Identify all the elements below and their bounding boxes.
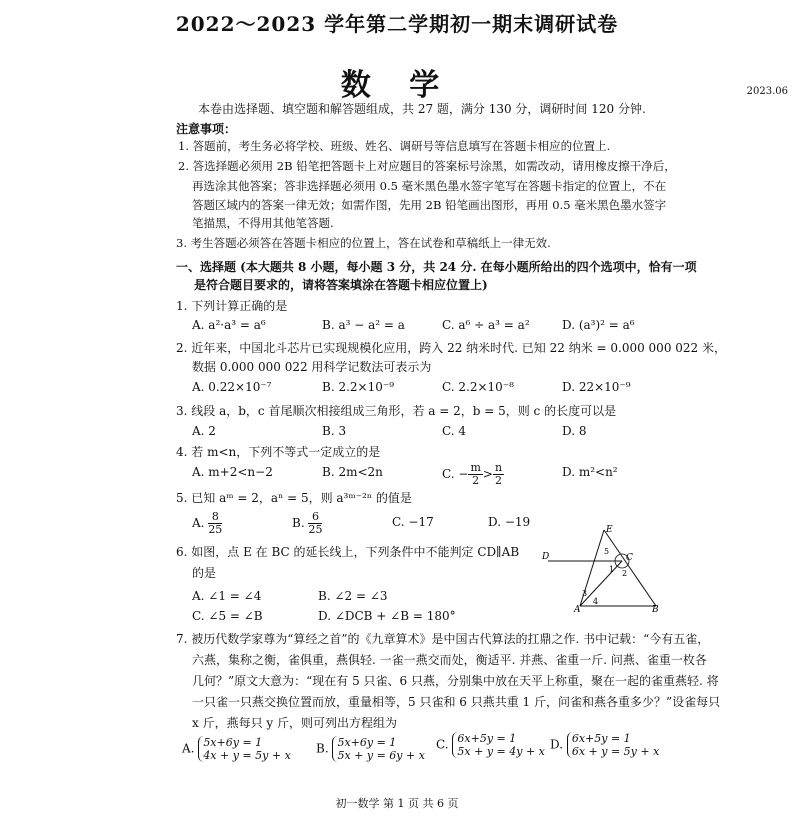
exam-intro: 本卷由选择题、填空题和解答题组成，共 27 题，满分 130 分，调研时间 120 分钟. bbox=[198, 102, 646, 116]
q2-option-c: C. 2.2×10⁻⁸ bbox=[442, 380, 514, 394]
q3-option-b: B. 3 bbox=[322, 424, 347, 438]
subject-title: 数 学 bbox=[340, 68, 454, 103]
question-6-stem: 的是 bbox=[192, 566, 217, 580]
label-angle-1: 1 bbox=[609, 565, 615, 574]
question-4-stem: 4. 若 m<n，下列不等式一定成立的是 bbox=[176, 445, 381, 459]
note-line: 再选涂其他答案；答非选择题必须用 0.5 毫米黑色墨水签字笔写在答题卡指定的位置上，不在 bbox=[192, 179, 667, 193]
notes-heading: 注意事项： bbox=[176, 122, 237, 136]
q6-option-a: A. ∠1 = ∠4 bbox=[192, 589, 262, 603]
label-C: C bbox=[626, 553, 633, 563]
q1-option-a: A. a²·a³ = a⁶ bbox=[192, 318, 266, 332]
question-1-stem: 1. 下列计算正确的是 bbox=[176, 299, 288, 313]
q4-option-a: A. m+2<n−2 bbox=[192, 465, 273, 479]
label-D: D bbox=[542, 552, 550, 562]
q3-option-a: A. 2 bbox=[192, 424, 216, 438]
question-7-stem: 几何？”原文大意为：“现在有 5 只雀、6 只燕，分别集中放在天平上称重，聚在一起的雀重燕轻. 将 bbox=[192, 674, 719, 688]
q2-option-d: D. 22×10⁻⁹ bbox=[562, 380, 631, 394]
question-6-stem: 6. 如图，点 E 在 BC 的延长线上，下列条件中不能判定 CD∥AB bbox=[176, 545, 520, 559]
q2-option-a: A. 0.22×10⁻⁷ bbox=[192, 380, 272, 394]
q6-option-d: D. ∠DCB + ∠B = 180° bbox=[318, 609, 456, 623]
q7-option-b: B. 5x+6y = 1 5x + y = 6y + x bbox=[316, 736, 425, 762]
question-2-stem: 2. 近年来，中国北斗芯片已实现规模化应用，跨入 22 纳米时代. 已知 22 纳米 = 0.000 000 022 米， bbox=[176, 341, 726, 355]
question-7-stem: 7. 被历代数学家尊为“算经之首”的《九章算术》是中国古代算法的扛鼎之作. 书中记载：“今有五雀， bbox=[176, 632, 710, 646]
q1-option-d: D. (a³)² = a⁶ bbox=[562, 318, 635, 332]
question-5-stem: 5. 已知 aᵐ = 2，aⁿ = 5，则 a³ᵐ⁻²ⁿ 的值是 bbox=[176, 491, 412, 505]
label-angle-4: 4 bbox=[593, 597, 599, 606]
q4-option-b: B. 2m<2n bbox=[322, 465, 383, 479]
q1-option-b: B. a³ − a² = a bbox=[322, 318, 405, 332]
question-7-stem: 六燕，集称之衡，雀俱重，燕俱轻. 一雀一燕交而处，衡适平. 并燕、雀重一斤. 问燕、雀重一枚各 bbox=[192, 653, 707, 667]
label-angle-3: 3 bbox=[582, 589, 588, 598]
q5-option-b: B. $\frac{6}{25}$ bbox=[292, 510, 323, 536]
question-3-stem: 3. 线段 a，b，c 首尾顺次相接组成三角形，若 a = 2，b = 5，则 c 的长度可以是 bbox=[176, 404, 617, 418]
q3-option-d: D. 8 bbox=[562, 424, 587, 438]
question-7-stem: 一只雀一只燕交换位置而放，重量相等，5 只雀和 6 只燕共重 1 斤，问雀和燕各重多少？”设雀每只 bbox=[192, 695, 721, 709]
label-angle-5: 5 bbox=[604, 547, 610, 556]
q6-option-c: C. ∠5 = ∠B bbox=[192, 609, 263, 623]
q5-option-a: A. $\frac{8}{25}$ bbox=[192, 510, 223, 536]
q7-option-a: A. 5x+6y = 1 4x + y = 5y + x bbox=[182, 736, 291, 762]
q7-option-d: D. 6x+5y = 1 6x + y = 5y + x bbox=[550, 732, 660, 758]
section-heading: 一、选择题 (本大题共 8 小题，每小题 3 分，共 24 分. 在每小题所给出的四个选项中，恰有一项 bbox=[176, 260, 697, 274]
page-footer: 初一数学 第 1 页 共 6 页 bbox=[335, 797, 459, 810]
q3-option-c: C. 4 bbox=[442, 424, 467, 438]
q5-option-d: D. −19 bbox=[488, 515, 531, 529]
note-line: 3. 考生答题必须答在答题卡相应的位置上，答在试卷和草稿纸上一律无效. bbox=[176, 236, 551, 250]
label-B: B bbox=[652, 605, 659, 612]
note-line: 笔描黑，不得用其他笔答题. bbox=[192, 216, 334, 230]
geometry-figure bbox=[540, 520, 666, 612]
section-heading: 是符合题目要求的，请将答案填涂在答题卡相应位置上) bbox=[194, 278, 488, 292]
q4-option-d: D. m²<n² bbox=[562, 465, 618, 479]
q7-option-c: C. 6x+5y = 1 5x + y = 4y + x bbox=[436, 732, 545, 758]
exam-title: 2022～2023 学年第二学期初一期末调研试卷 bbox=[175, 12, 619, 36]
q6-option-b: B. ∠2 = ∠3 bbox=[318, 589, 388, 603]
label-angle-2: 2 bbox=[622, 569, 628, 578]
note-line: 1. 答题前，考生务必将学校、班级、姓名、调研号等信息填写在答题卡相应的位置上. bbox=[178, 139, 611, 153]
line-CA bbox=[580, 561, 622, 606]
q1-option-c: C. a⁶ ÷ a³ = a² bbox=[442, 318, 530, 332]
label-E: E bbox=[606, 525, 613, 535]
q5-option-c: C. −17 bbox=[392, 515, 434, 529]
q2-option-b: B. 2.2×10⁻⁹ bbox=[322, 380, 394, 394]
label-A: A bbox=[574, 605, 581, 612]
q4-option-c: C. − $\frac{m}{2}$ > $\frac{n}{2}$ bbox=[442, 461, 503, 487]
note-line: 答题区域内的答案一律无效；如需作图，先用 2B 铅笔画出图形，再用 0.5 毫米黑色墨水签字 bbox=[192, 198, 667, 212]
question-2-stem: 数据 0.000 000 022 用科学记数法可表示为 bbox=[192, 360, 432, 374]
note-line: 2. 答选择题必须用 2B 铅笔把答题卡上对应题目的答案标号涂黑，如需改动，请用橡皮擦干净后， bbox=[178, 159, 676, 173]
exam-date: 2023.06 bbox=[746, 86, 788, 97]
question-7-stem: x 斤，燕每只 y 斤，则可列出方程组为 bbox=[192, 716, 397, 730]
